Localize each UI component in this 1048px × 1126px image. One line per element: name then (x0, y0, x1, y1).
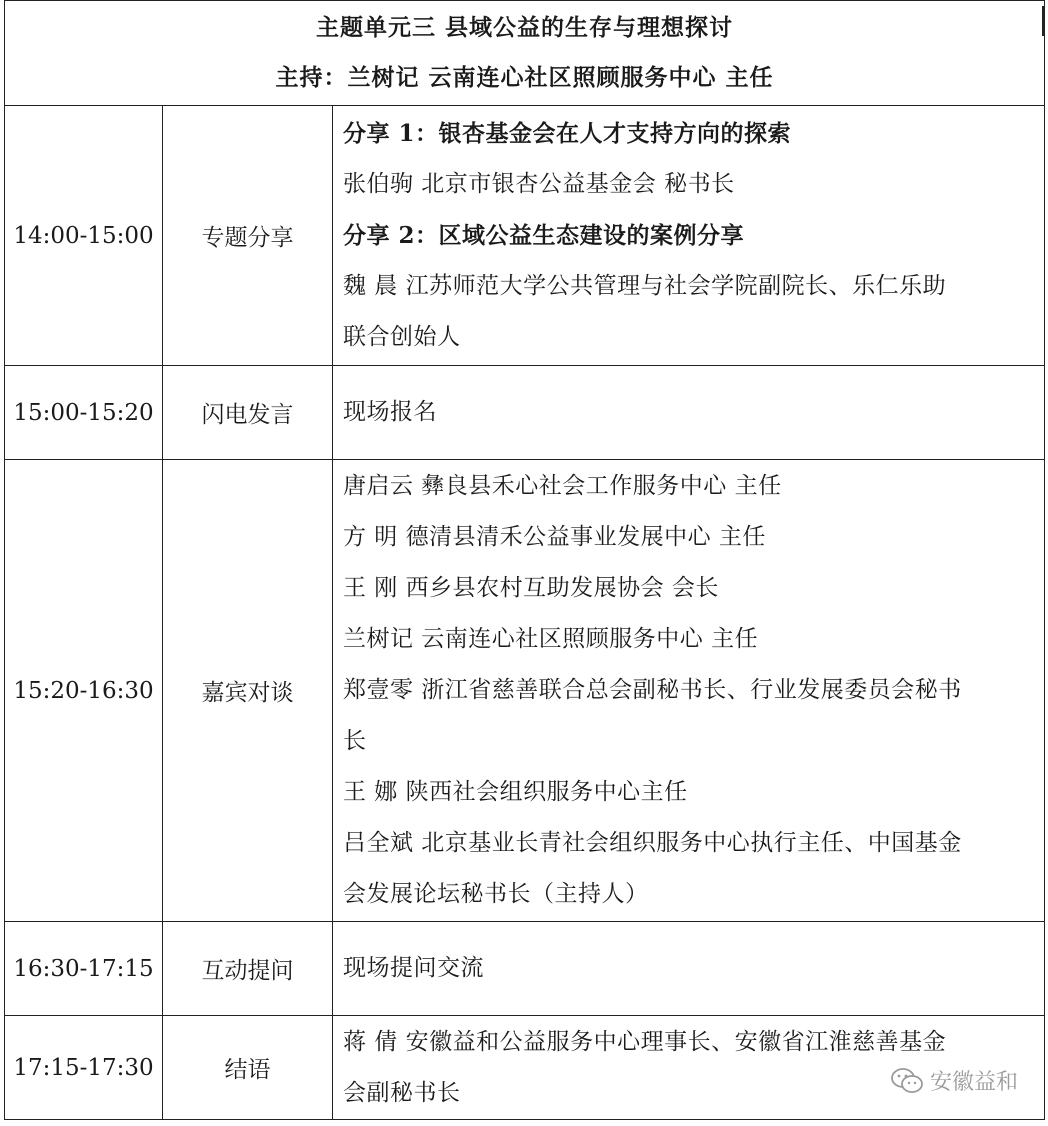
detail-line: 吕全斌 北京基业长青社会组织服务中心执行主任、中国基金 (343, 830, 962, 856)
agenda-type: 结语 (163, 1016, 333, 1120)
agenda-row-2 (5, 460, 1045, 922)
detail-line: 会发展论坛秘书长（主持人） (343, 881, 649, 907)
detail-line: 王 娜 陕西社会组织服务中心主任 (343, 779, 688, 805)
agenda-time: 14:00-15:00 (5, 106, 163, 366)
agenda-time: 17:15-17:30 (5, 1016, 163, 1120)
agenda-detail (333, 922, 1045, 1016)
session-host: 主持：兰树记 云南连心社区照顾服务中心 主任 (275, 64, 774, 91)
detail-line: 分享 2：区域公益生态建设的案例分享 (343, 222, 745, 249)
detail-line: 现场提问交流 (343, 955, 484, 981)
agenda-row-1 (5, 366, 1045, 460)
agenda-header-cell (5, 1, 1045, 106)
agenda-row-3 (5, 922, 1045, 1016)
wechat-watermark (890, 1065, 1018, 1096)
detail-line: 长 (343, 728, 367, 754)
session-title: 主题单元三 县域公益的生存与理想探讨 (316, 14, 734, 41)
detail-line: 魏 晨 江苏师范大学公共管理与社会学院副院长、乐仁乐助 (343, 273, 947, 299)
agenda-header-row (5, 1, 1045, 106)
wechat-icon (890, 1067, 924, 1095)
agenda-type: 闪电发言 (163, 366, 333, 460)
detail-line: 张伯驹 北京市银杏公益基金会 秘书长 (343, 171, 735, 197)
detail-line: 现场报名 (343, 399, 437, 425)
detail-line: 分享 1：银杏基金会在人才支持方向的探索 (343, 120, 792, 147)
agenda-time: 15:20-16:30 (5, 460, 163, 922)
agenda-detail (333, 106, 1045, 366)
detail-line: 联合创始人 (343, 324, 461, 350)
watermark-text: 安徽益和 (929, 1070, 1018, 1095)
agenda-type: 专题分享 (163, 106, 333, 366)
agenda-time: 16:30-17:15 (5, 922, 163, 1016)
agenda-detail (333, 366, 1045, 460)
agenda-type: 互动提问 (163, 922, 333, 1016)
agenda-type: 嘉宾对谈 (163, 460, 333, 922)
agenda-time: 15:00-15:20 (5, 366, 163, 460)
agenda-row-0 (5, 106, 1045, 366)
detail-line: 蒋 倩 安徽益和公益服务中心理事长、安徽省江淮慈善基金 (343, 1028, 947, 1055)
agenda-row-4 (5, 1016, 1045, 1120)
detail-line: 王 刚 西乡县农村互助发展协会 会长 (343, 575, 719, 601)
detail-line: 兰树记 云南连心社区照顾服务中心 主任 (343, 626, 759, 652)
detail-line: 方 明 德清县清禾公益事业发展中心 主任 (343, 524, 766, 550)
detail-line: 会副秘书长 (343, 1079, 461, 1106)
detail-line: 郑壹零 浙江省慈善联合总会副秘书长、行业发展委员会秘书 (343, 677, 962, 703)
agenda-detail (333, 460, 1045, 922)
detail-line: 唐启云 彝良县禾心社会工作服务中心 主任 (343, 473, 782, 499)
agenda-table (4, 0, 1045, 1120)
